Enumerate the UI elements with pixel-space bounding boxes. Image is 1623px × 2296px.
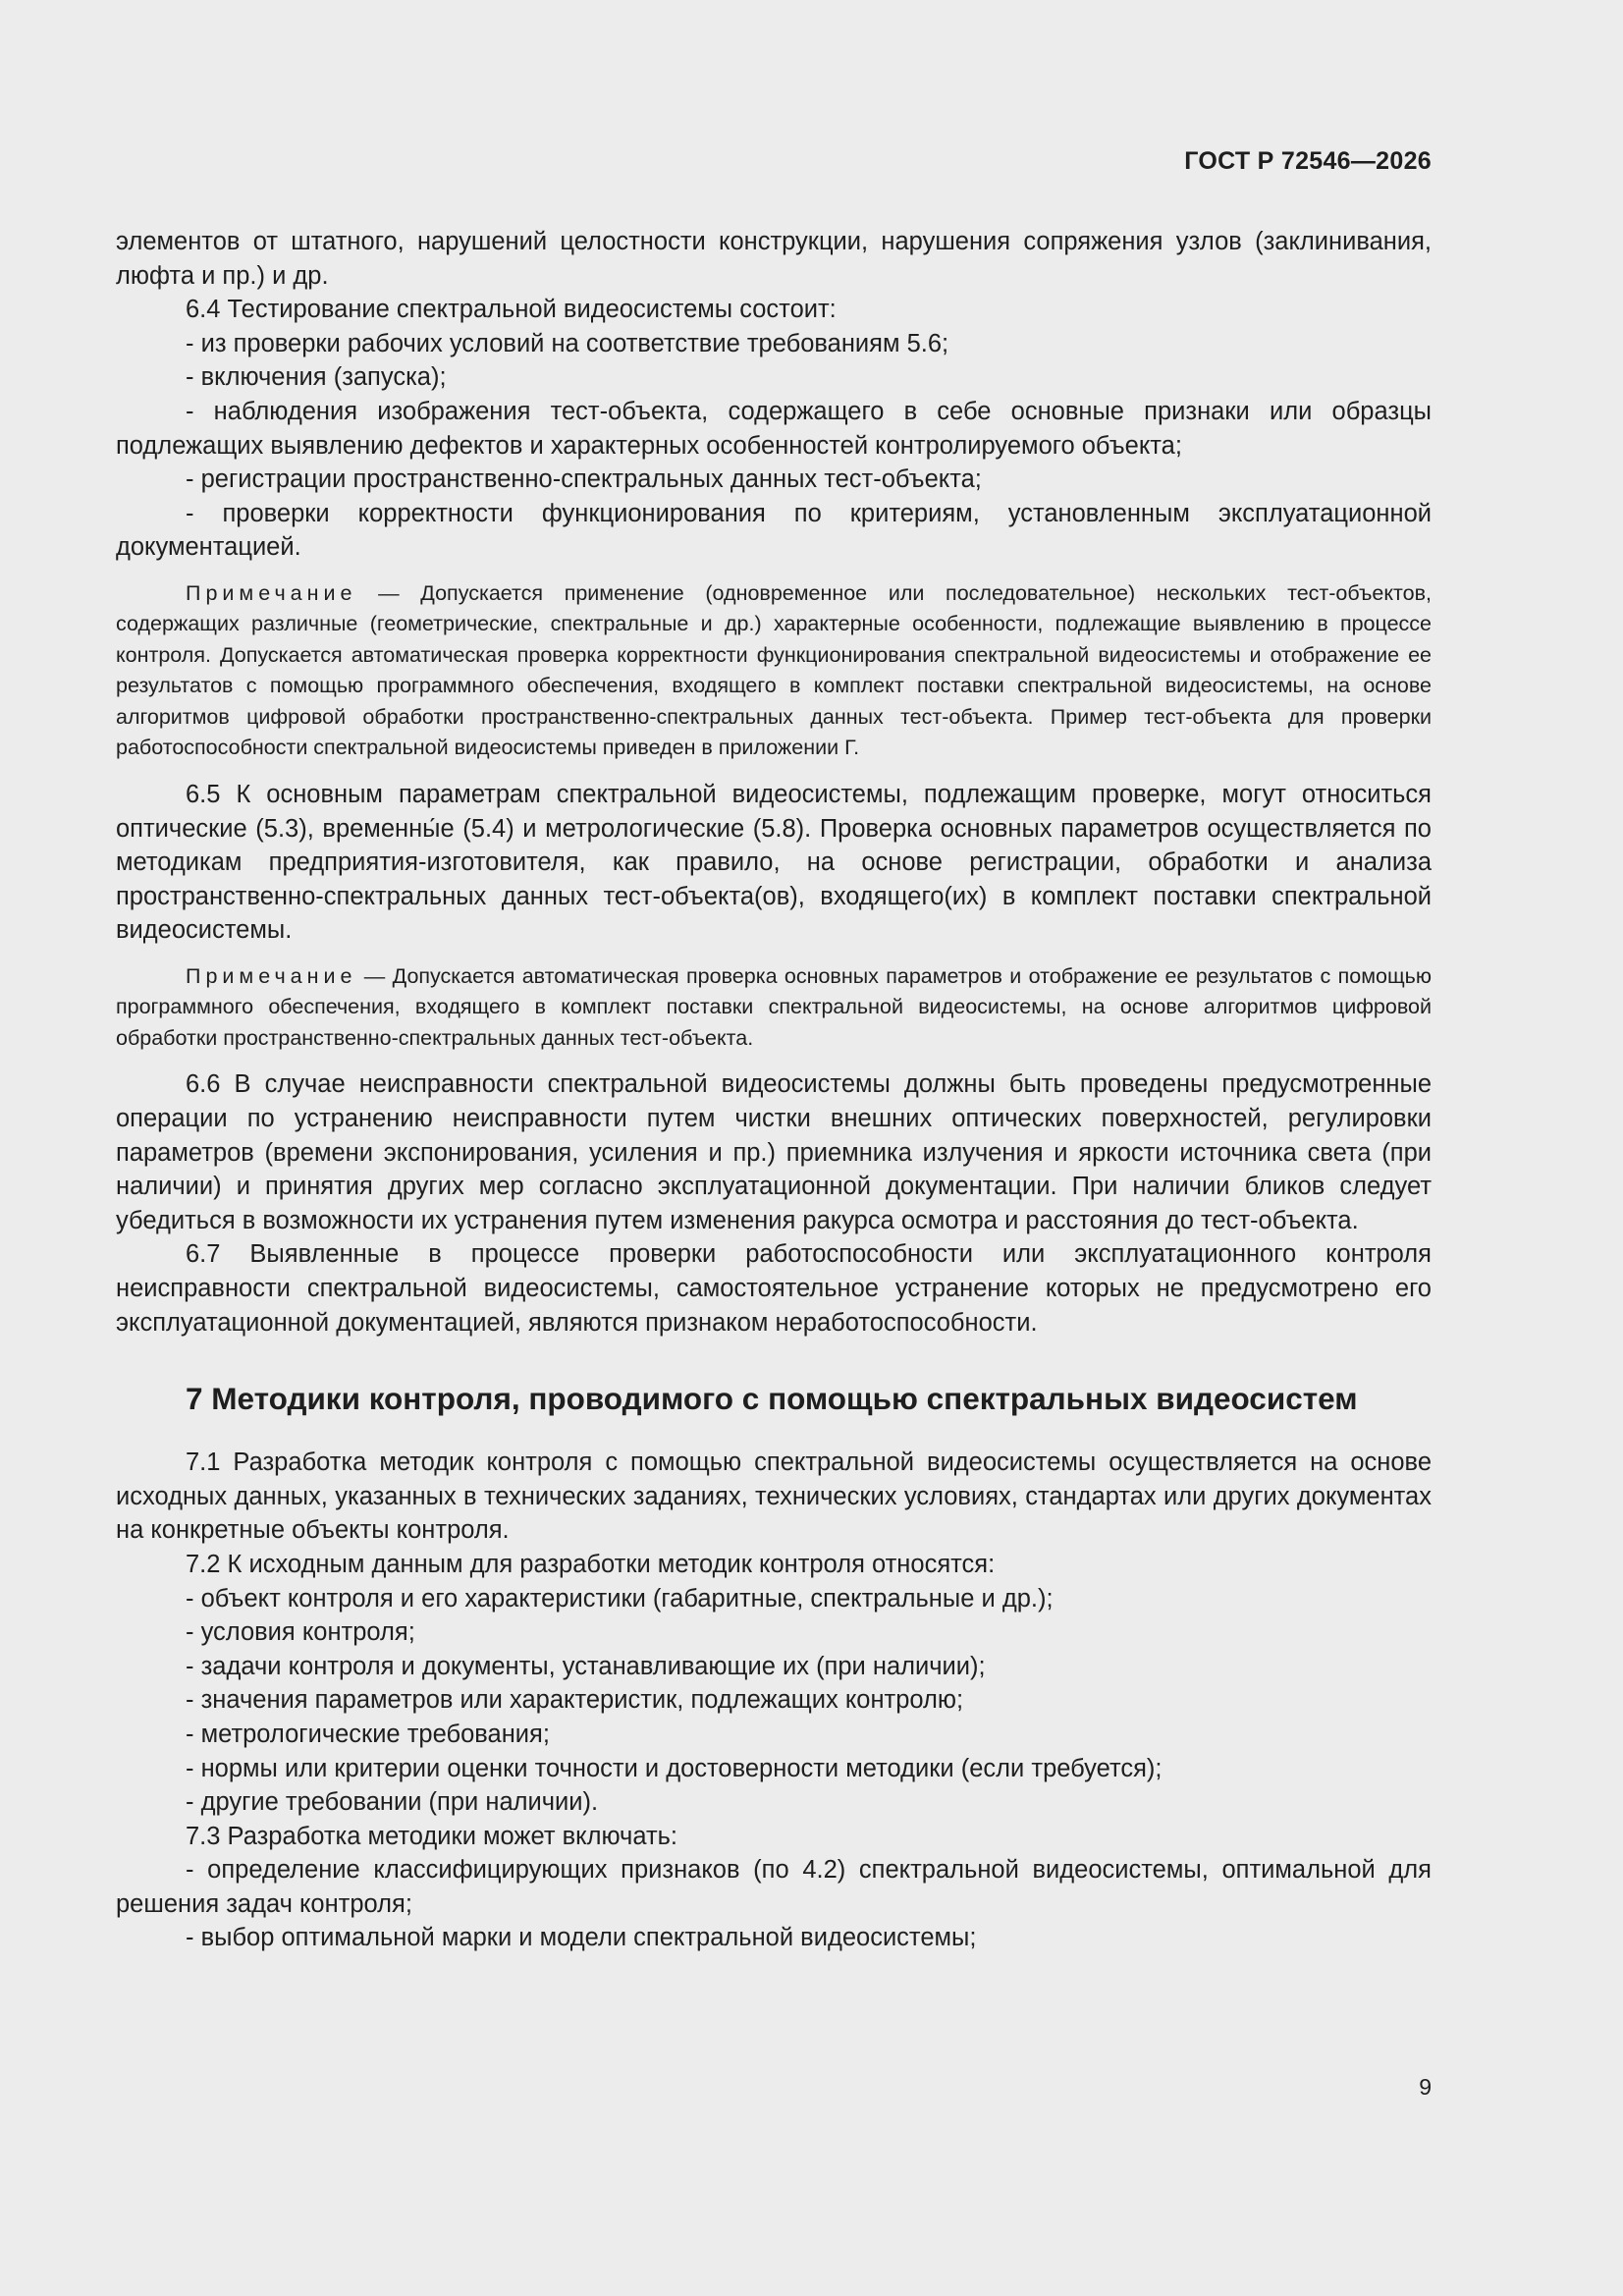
note-label: Примечание [186,580,357,605]
list-item: - значения параметров или характеристик, подлежащих контролю; [186,1686,964,1715]
list-item: - задачи контроля и документы, устанавливающие их (при наличии); [186,1652,986,1680]
list-item: - проверки корректности функционирования по критериям, установленным эксплуатационной документацией. [116,499,1432,562]
note [116,961,1432,1055]
note-label: Примечание [186,963,357,988]
list-item: - условия контроля; [186,1618,415,1647]
list-item: - наблюдения изображения тест-объекта, содержащего в себе основные признаки или образцы подлежащих выявлению дефектов и характерных особенностей контролируемого объекта; [116,397,1432,460]
document-page [116,0,1432,2296]
page-content [116,225,1432,1955]
paragraph: 7.2 К исходным данным для разработки методик контроля относятся: [186,1550,996,1578]
page-number: 9 [1419,2074,1432,2100]
list-item: - из проверки рабочих условий на соответствие требованиям 5.6; [186,329,949,357]
section-heading: 7 Методики контроля, проводимого с помощью спектральных видеосистем [186,1381,1358,1417]
list-item: - метрологические требования; [186,1720,550,1748]
paragraph: 6.7 Выявленные в процессе проверки работоспособности или эксплуатационного контроля неисправности спектральной видеосистемы, самостоятельное устранение которых не предусмотрено его эксплуатационной документацией, являются признаком неработоспособности. [116,1240,1432,1337]
paragraph: 6.6 В случае неисправности спектральной видеосистемы должны быть проведены предусмотренные операции по устранению неисправности путем чистки внешних оптических поверхностей, регулировки параметров (времени экспонирования, усиления и пр.) приемника излучения и яркости источника света (при наличии) и принятия других мер согласно эксплуатационной документации. При наличии бликов следует убедиться в возможности их устранения путем изменения ракурса осмотра и расстояния до тест-объекта. [116,1070,1432,1234]
document-id: ГОСТ Р 72546—2026 [1184,147,1432,175]
list-item: - определение классифицирующих признаков (по 4.2) спектральной видеосистемы, оптимальной для решения задач контроля; [116,1856,1432,1918]
list-item: - включения (запуска); [186,363,447,392]
list-item: - другие требовании (при наличии). [186,1788,599,1817]
paragraph: 7.3 Разработка методики может включать: [186,1822,677,1850]
paragraph: 6.5 К основным параметрам спектральной видеосистемы, подлежащим проверке, могут относиться оптические (5.3), временны́е (5.4) и метрологические (5.8). Проверка основных параметров осуществляется по методикам предприятия-изготовителя, как правило, на основе регистрации, обработки и анализа пространственно-спектральных данных тест-объекта(ов), входящего(их) в комплект поставки спектральной видеосистемы. [116,780,1432,945]
list-item: - выбор оптимальной марки и модели спектральной видеосистемы; [186,1924,977,1952]
list-item: - объект контроля и его характеристики (габаритные, спектральные и др.); [186,1584,1054,1613]
list-item: - регистрации пространственно-спектральных данных тест-объекта; [186,465,982,494]
paragraph: элементов от штатного, нарушений целостности конструкции, нарушения сопряжения узлов (заклинивания, люфта и пр.) и др. [116,228,1432,290]
list-item: - нормы или критерии оценки точности и достоверности методики (если требуется); [186,1754,1163,1782]
note-text: — Допускается применение (одновременное или последовательное) нескольких тест-объектов, содержащих различные (геометрические, спектральные и др.) характерные особенности, подлежащие выявлению в процессе контроля. Допускается автоматическая проверка корректности функционирования спектральной видеосистемы и отображение ее результатов с помощью программного обеспечения, входящего в комплект поставки спектральной видеосистемы, на основе алгоритмов цифровой обработки пространственно-спектральных данных тест-объекта. Пример тест-объекта для проверки работоспособности спектральной видеосистемы приведен в приложении Г. [116,580,1432,760]
note-text: — Допускается автоматическая проверка основных параметров и отображение ее результатов с помощью программного обеспечения, входящего в комплект поставки спектральной видеосистемы, на основе алгоритмов цифровой обработки пространственно-спектральных данных тест-объекта. [116,963,1432,1050]
note [116,578,1432,764]
paragraph: 7.1 Разработка методик контроля с помощью спектральной видеосистемы осуществляется на основе исходных данных, указанных в технических заданиях, технических условиях, стандартах или других документах на конкретные объекты контроля. [116,1449,1432,1545]
paragraph: 6.4 Тестирование спектральной видеосистемы состоит: [186,296,837,324]
